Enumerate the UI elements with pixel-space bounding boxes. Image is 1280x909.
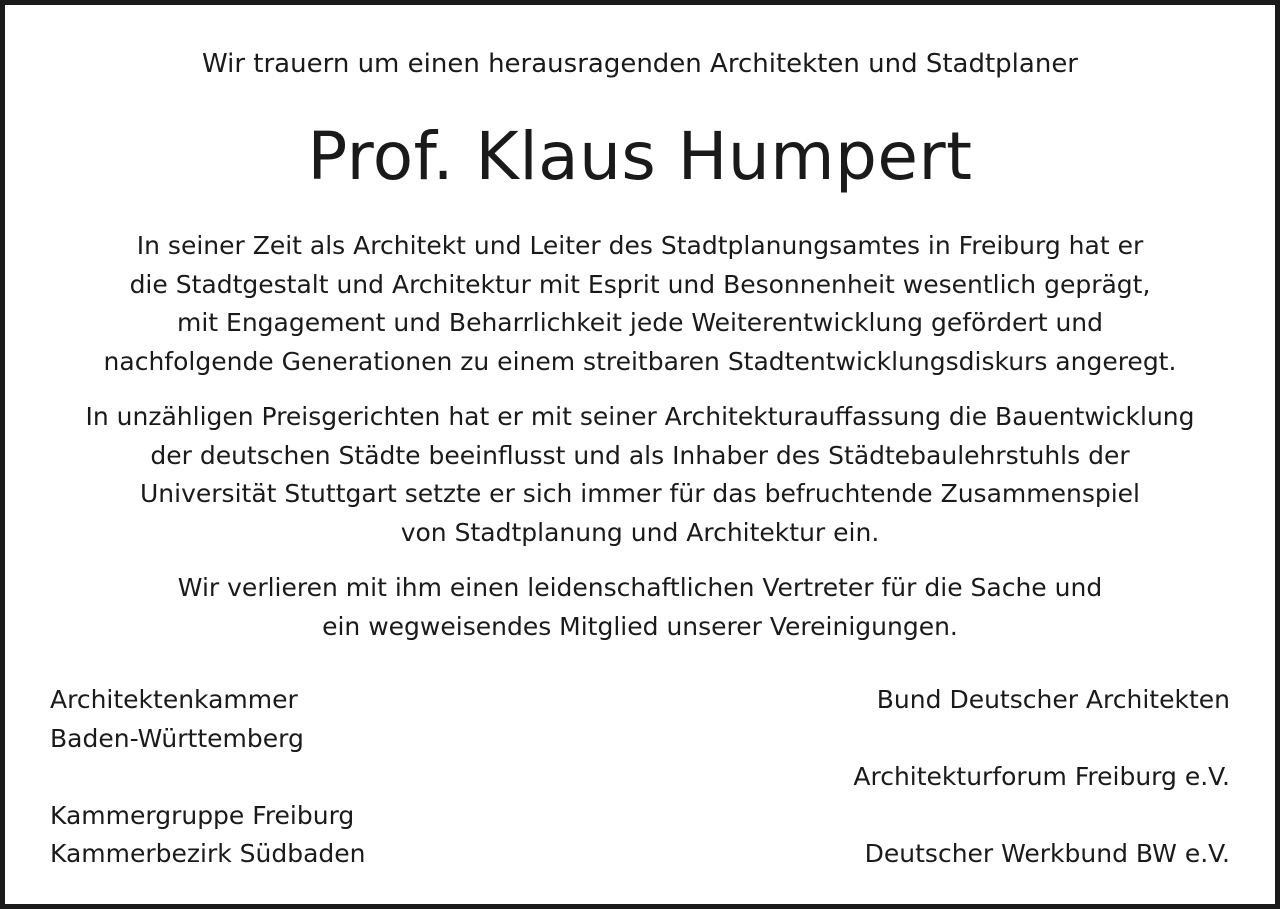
paragraph-line: ein wegweisendes Mitglied unserer Vereinigungen.	[322, 611, 958, 641]
signatory-right: Bund Deutscher Architekten	[876, 685, 1230, 714]
paragraph-line: der deutschen Städte beeinflusst und als Inhaber des Städtebaulehrstuhls der	[150, 440, 1130, 470]
signatory-left: Kammergruppe Freiburg	[50, 801, 355, 830]
paragraph-2	[5, 398, 1275, 552]
signatory-right: Architekturforum Freiburg e.V.	[853, 762, 1230, 791]
paragraph-line: von Stadtplanung und Architektur ein.	[400, 517, 880, 547]
paragraph-line: Universität Stuttgart setzte er sich immer für das befruchtende Zusammenspiel	[140, 479, 1140, 508]
paragraph-line: die Stadtgestalt und Architektur mit Esprit und Besonnenheit wesentlich geprägt,	[129, 269, 1151, 299]
paragraph-line: In seiner Zeit als Architekt und Leiter des Stadtplanungsamtes in Freiburg hat er	[136, 231, 1144, 260]
signatory-left: Kammerbezirk Südbaden	[50, 839, 366, 868]
paragraph-1	[5, 227, 1275, 381]
signatory-right: Deutscher Werkbund BW e.V.	[864, 839, 1230, 868]
signatory-left: Architektenkammer	[50, 685, 298, 714]
paragraph-line: In unzähligen Preisgerichten hat er mit seiner Architekturauffassung die Bauentwicklung	[85, 402, 1195, 431]
signatory-left: Baden-Württemberg	[50, 724, 304, 753]
paragraph-line: Wir verlieren mit ihm einen leidenschaftlichen Vertreter für die Sache und	[177, 573, 1103, 602]
paragraph-3	[5, 569, 1275, 646]
paragraph-line: mit Engagement und Beharrlichkeit jede Weiterentwicklung gefördert und	[176, 308, 1104, 337]
deceased-name: Prof. Klaus Humpert	[307, 118, 973, 195]
paragraph-line: nachfolgende Generationen zu einem streitbaren Stadtentwicklungsdiskurs angeregt.	[103, 346, 1177, 376]
intro-line: Wir trauern um einen herausragenden Architekten und Stadtplaner	[201, 49, 1078, 79]
